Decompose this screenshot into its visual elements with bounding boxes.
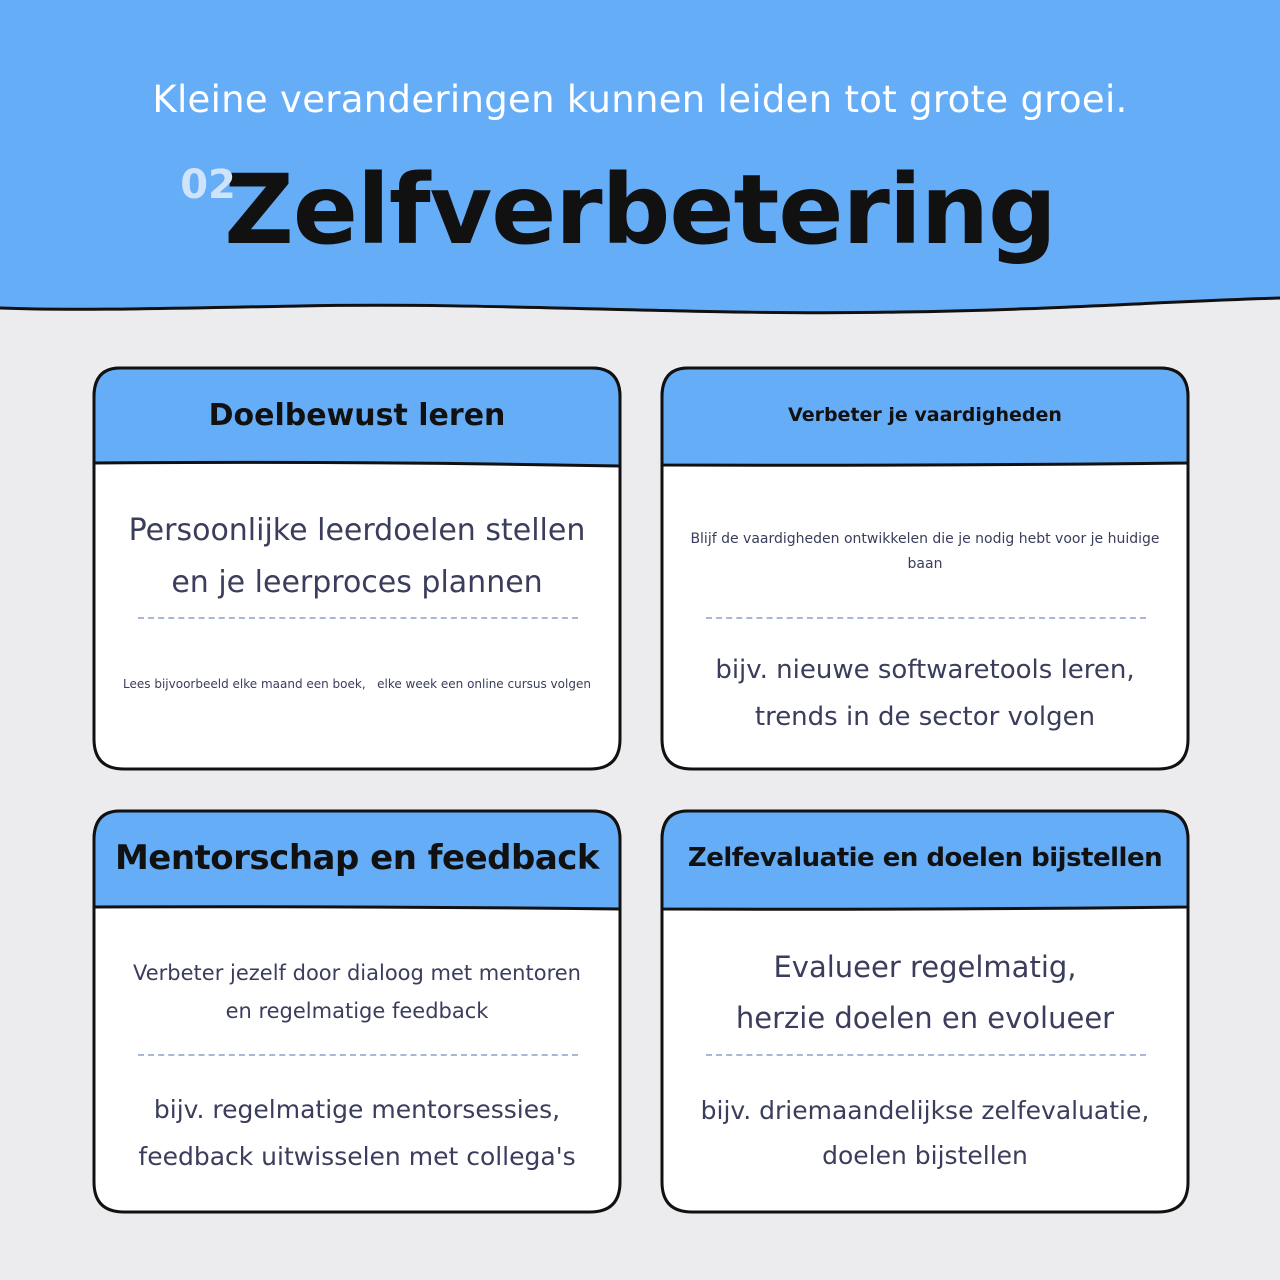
card-description: Verbeter jezelf door dialoog met mentoren en regelmatige feedback [133,961,581,1023]
card-mentorship-feedback [92,808,622,1216]
section-number: 02 [180,162,236,208]
card-example: bijv. driemaandelijkse zelfevaluatie, doelen bijstellen [700,1096,1150,1170]
page-title: Zelfverbetering [224,154,1056,266]
dashed-divider [706,1054,1146,1056]
card-title: Verbeter je vaardigheden [788,404,1062,426]
card-description: Persoonlijke leerdoelen stellen en je leerproces plannen [128,513,586,600]
card-example: Lees bijvoorbeeld elke maand een boek, elke week een online cursus volgen [123,677,591,691]
card-example: bijv. nieuwe softwaretools leren, trends in de sector volgen [715,655,1135,732]
card-example: bijv. regelmatige mentorsessies, feedback uitwisselen met collega's [138,1095,576,1171]
card-description: Blijf de vaardigheden ontwikkelen die je nodig hebt voor je huidige baan [690,531,1160,572]
dashed-divider [138,1054,578,1056]
title-block [0,150,1280,270]
card-purposeful-learning [92,365,622,773]
card-title: Mentorschap en feedback [114,838,600,878]
subtitle: Kleine veranderingen kunnen leiden tot grote groei. [152,78,1128,121]
card-self-evaluation [660,808,1190,1216]
card-title: Doelbewust leren [208,397,506,433]
card-improve-skills [660,365,1190,773]
card-title: Zelfevaluatie en doelen bijstellen [687,843,1163,873]
dashed-divider [138,617,578,619]
card-description: Evalueer regelmatig, herzie doelen en evolueer [735,950,1115,1035]
dashed-divider [706,617,1146,619]
